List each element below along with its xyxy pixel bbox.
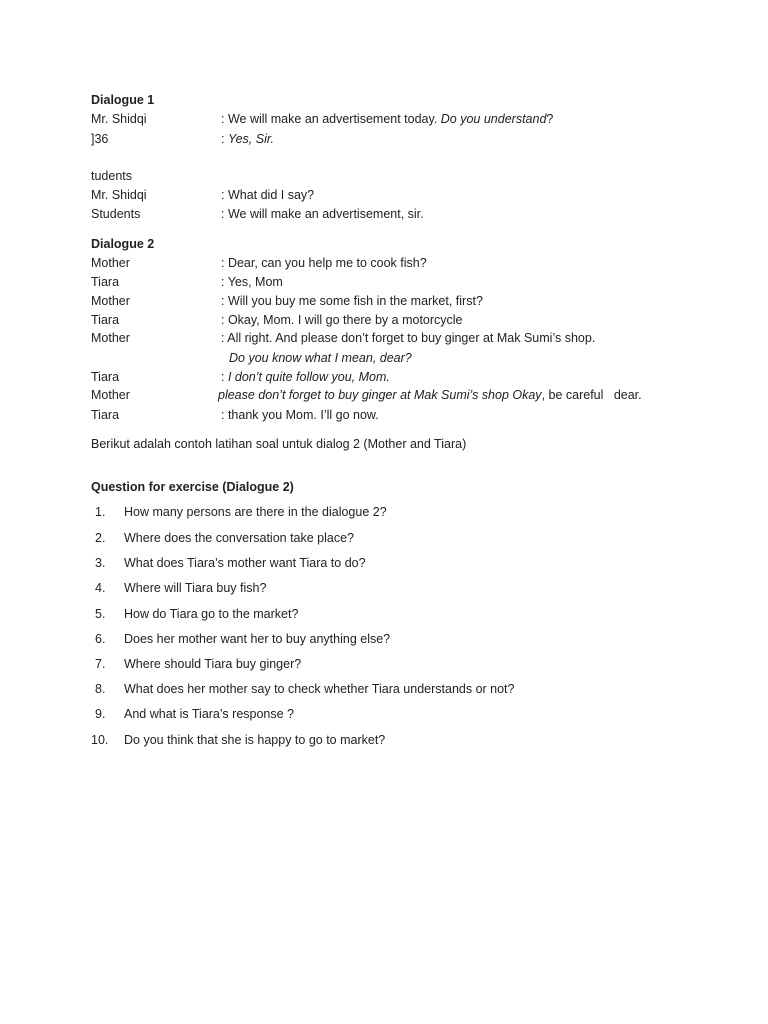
question-text: Do you think that she is happy to go to market? (124, 733, 386, 747)
speaker-label: ]36 (91, 132, 109, 146)
speaker-label: Mr. Shidqi (91, 188, 147, 202)
utterance (221, 111, 553, 127)
utterance: : Yes, Mom (221, 275, 283, 289)
speaker-label: Tiara (91, 408, 120, 422)
speaker-label: Mother (91, 388, 130, 402)
question-number: 2. (95, 531, 106, 545)
utterance (218, 387, 642, 403)
dialogue-1-heading: Dialogue 1 (91, 93, 155, 107)
utterance: : thank you Mom. I’ll go now. (221, 408, 379, 422)
question-text: How many persons are there in the dialogue 2? (124, 505, 387, 519)
question-text: Where should Tiara buy ginger? (124, 657, 302, 671)
speaker-label: Tiara (91, 313, 120, 327)
question-number: 10. (91, 733, 109, 747)
utterance: : Will you buy me some fish in the market, first? (221, 294, 483, 308)
question-text: Where does the conversation take place? (124, 531, 354, 545)
utterance-plain: : (221, 370, 228, 384)
question-number: 3. (95, 556, 106, 570)
question-number: 5. (95, 607, 106, 621)
dialogue-2-heading: Dialogue 2 (91, 237, 155, 251)
speaker-label: Tiara (91, 370, 120, 384)
utterance-italic: Do you understand (440, 112, 547, 126)
question-number: 8. (95, 682, 106, 696)
question-text: How do Tiara go to the market? (124, 607, 299, 621)
question-number: 1. (95, 505, 106, 519)
utterance: : Dear, can you help me to cook fish? (221, 256, 427, 270)
speaker-label: Mr. Shidqi (91, 112, 147, 126)
speaker-label: Mother (91, 331, 130, 345)
utterance (221, 369, 390, 385)
question-number: 7. (95, 657, 106, 671)
utterance-plain: : (221, 132, 228, 146)
speaker-label: Mother (91, 294, 130, 308)
utterance: : We will make an advertisement, sir. (221, 207, 424, 221)
utterance: : Okay, Mom. I will go there by a motorcycle (221, 313, 463, 327)
utterance-plain: : We will make an advertisement today. (221, 112, 441, 126)
stray-text: tudents (91, 169, 133, 183)
utterance: : All right. And please don’t forget to buy ginger at Mak Sumi’s shop. (221, 331, 596, 345)
utterance-after: ? (546, 112, 554, 126)
question-text: What does her mother say to check whether Tiara understands or not? (124, 682, 515, 696)
question-number: 4. (95, 581, 106, 595)
utterance-italic: Yes, Sir. (227, 132, 275, 146)
utterance-after: , be careful dear. (541, 388, 642, 402)
speaker-label: Students (91, 207, 141, 221)
question-number: 9. (95, 707, 106, 721)
exercise-heading: Question for exercise (Dialogue 2) (91, 480, 294, 494)
question-text: Where will Tiara buy fish? (124, 581, 267, 595)
question-text: Does her mother want her to buy anything else? (124, 632, 391, 646)
utterance-continuation: Do you know what I mean, dear? (229, 351, 412, 365)
question-text: And what is Tiara’s response ? (124, 707, 295, 721)
question-text: What does Tiara’s mother want Tiara to do? (124, 556, 366, 570)
speaker-label: Mother (91, 256, 130, 270)
utterance: : What did I say? (221, 188, 315, 202)
intro-paragraph: Berikut adalah contoh latihan soal untuk dialog 2 (Mother and Tiara) (91, 437, 467, 451)
question-number: 6. (95, 632, 106, 646)
utterance-italic: I don’t quite follow you, Mom. (227, 370, 390, 384)
utterance (221, 131, 274, 147)
utterance-italic: please don’t forget to buy ginger at Mak Sumi’s shop Okay (218, 388, 542, 402)
speaker-label: Tiara (91, 275, 120, 289)
